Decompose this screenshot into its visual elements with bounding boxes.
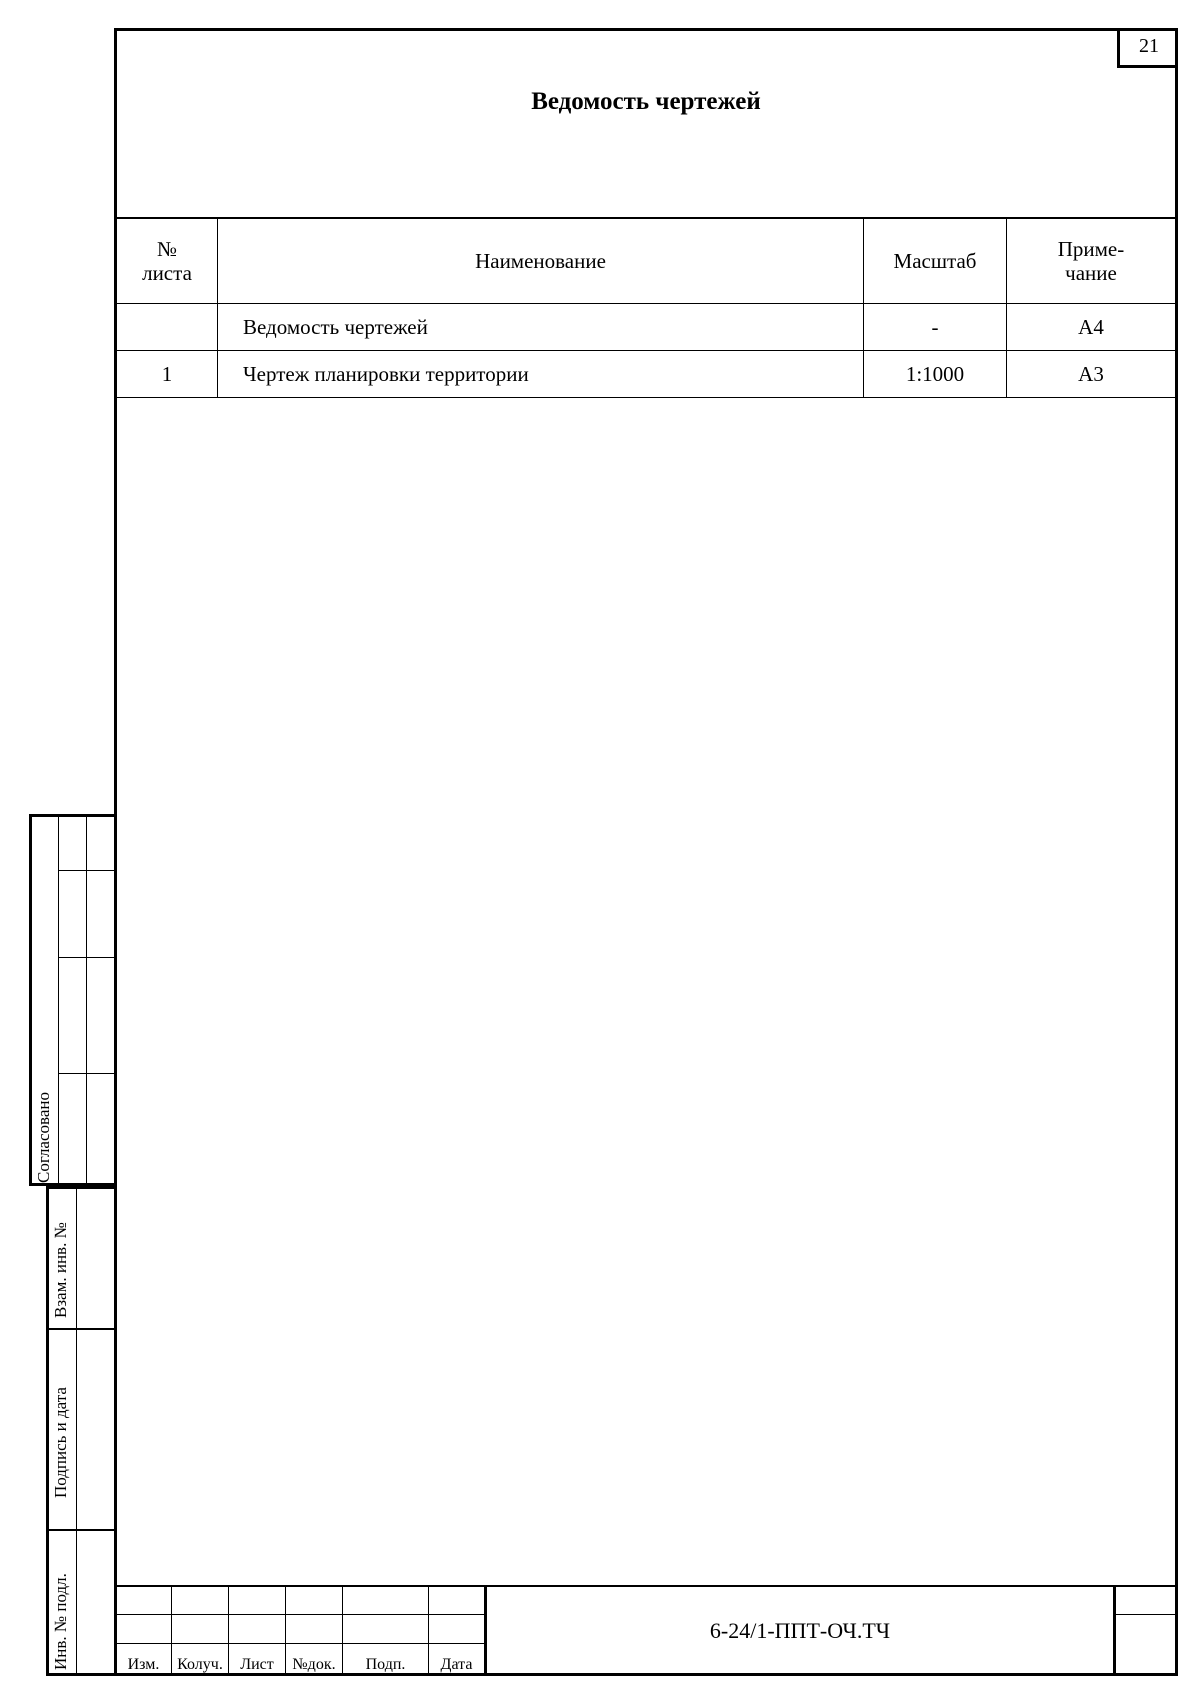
side-stamp-row-line [46,1328,114,1330]
side-stamp-divider [76,1186,77,1676]
document-code: 6-24/1-ППТ-ОЧ.ТЧ [709,1618,891,1643]
side-stamp-replaced-inv-label: Взам. инв. № [51,1222,70,1318]
title-block-sheet-line [1114,1614,1178,1615]
header-name: Наименование [475,249,606,273]
row-2-note: А3 [1078,362,1104,386]
header-note-line1: Приме- [1057,237,1125,261]
header-sheet-no-line1: № [156,237,178,261]
row-2-sheet-no: 1 [161,362,173,386]
side-stamp-signature-date-label: Подпись и дата [51,1387,70,1498]
side-stamp-row-line [58,957,114,958]
title-block-label-ndok: №док. [292,1656,336,1673]
title-block-top-border [114,1585,1178,1587]
side-stamp-row-line [46,1529,114,1531]
header-note [1007,219,1175,303]
table-bottom-border [114,397,1178,398]
title-block-label-izm: Изм. [127,1656,160,1673]
title-block-label-koluch: Колуч. [177,1656,223,1673]
title-block-label-list: Лист [240,1656,274,1673]
row-2-name: Чертеж планировки территории [243,361,529,386]
title-block-row-line [114,1614,485,1615]
side-stamp-inv-original-label: Инв. № подл. [51,1573,70,1670]
page-title: Ведомость чертежей [531,88,761,115]
side-stamp-agreed-label: Согласовано [34,1092,53,1183]
page-number: 21 [1117,28,1178,68]
title-block-label-date: Дата [440,1656,473,1673]
title-block-label-podp: Подп. [365,1656,406,1673]
row-1-name: Ведомость чертежей [243,314,428,339]
row-1-note: А4 [1078,315,1104,339]
header-sheet-no-line2: листа [142,261,192,285]
header-note-line2: чание [1065,261,1117,285]
header-scale: Масштаб [893,249,977,273]
side-stamp-row-line [58,870,114,871]
side-stamp-row-line [58,1073,114,1074]
header-sheet-no [117,219,217,303]
row-1-scale: - [931,315,939,339]
title-block-col-line [1113,1585,1116,1676]
row-2-scale: 1:1000 [905,362,965,386]
row-1-sheet-no [117,304,217,350]
